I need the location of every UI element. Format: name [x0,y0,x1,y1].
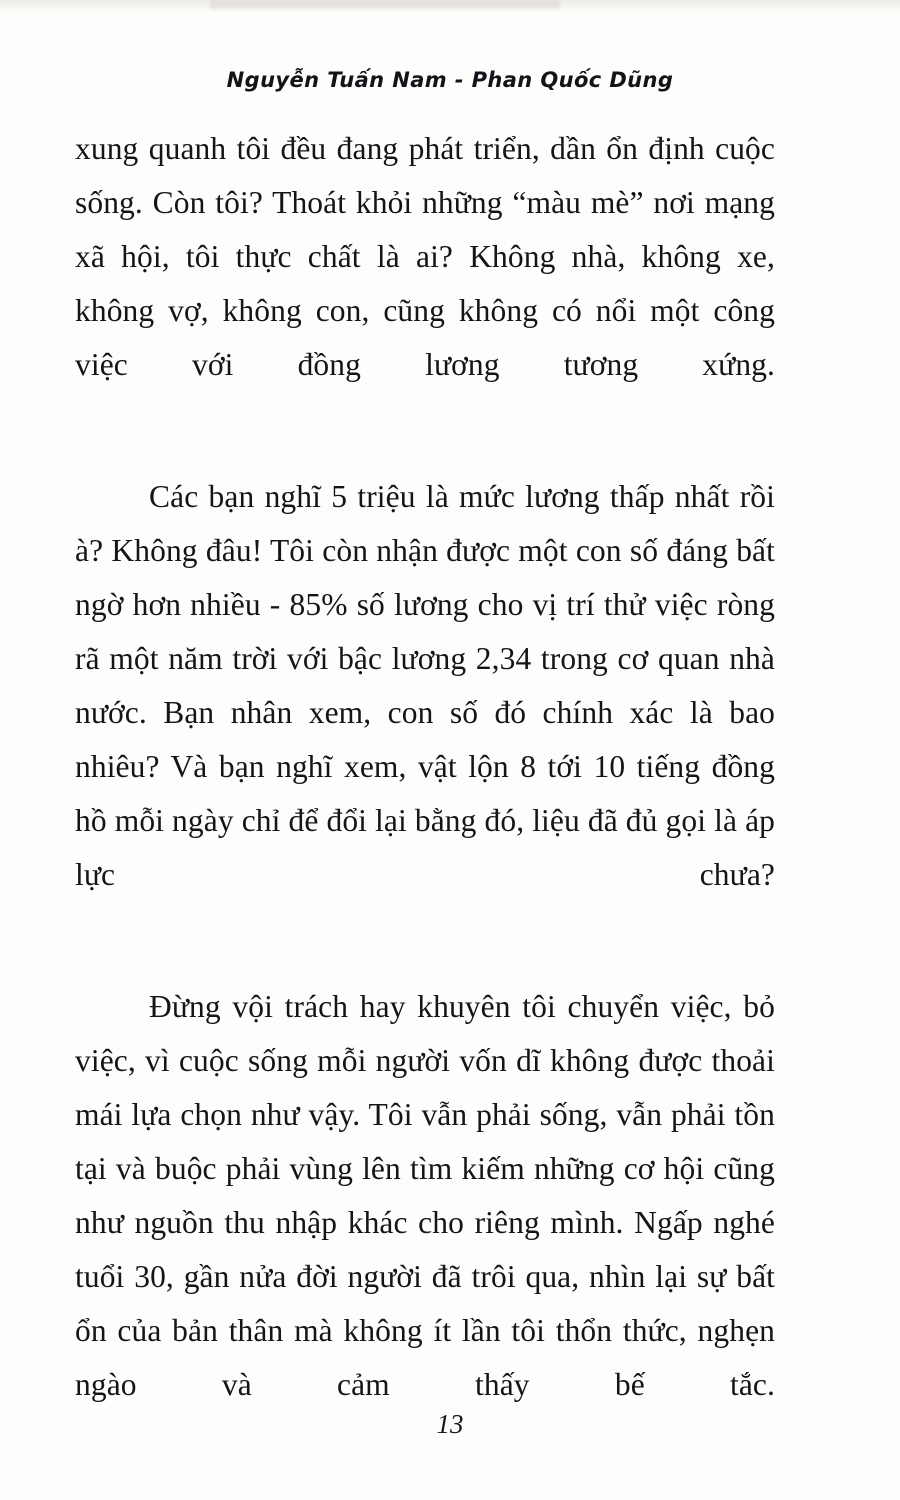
paragraph-3: Đừng vội trách hay khuyên tôi chuyển việc, bỏ việc, vì cuộc sống mỗi người vốn dĩ không được thoải mái lựa chọn như vậy. Tôi vẫn phải sống, vẫn phải tồn tại và buộc phải vùng lên tìm kiếm những cơ hội cũng như nguồn thu nhập khác cho riêng mình. Ngấp nghé tuổi 30, gần nửa đời người đã trôi qua, nhìn lại sự bất ổn của bản thân mà không ít lần tôi thổn thức, nghẹn ngào và cảm thấy bế tắc. [75,989,775,1402]
scan-smudge-artifact [210,0,560,9]
paragraph-2: Các bạn nghĩ 5 triệu là mức lương thấp nhất rồi à? Không đâu! Tôi còn nhận được một con số đáng bất ngờ hơn nhiều - 85% số lương cho vị trí thử việc ròng rã một năm trời với bậc lương 2,34 trong cơ quan nhà nước. Bạn nhân xem, con số đó chính xác là bao nhiêu? Và bạn nghĩ xem, vật lộn 8 tới 10 tiếng đồng hồ mỗi ngày chỉ để đổi lại bằng đó, liệu đã đủ gọi là áp lực chưa? [75,479,775,892]
body-text-column [75,122,775,1466]
page-number: 13 [436,1409,464,1439]
running-head: Nguyễn Tuấn Nam - Phan Quốc Dũng [226,68,674,92]
paragraph-1: xung quanh tôi đều đang phát triển, dần ổn định cuộc sống. Còn tôi? Thoát khỏi những “màu mè” nơi mạng xã hội, tôi thực chất là ai? Không nhà, không xe, không vợ, không con, cũng không có nổi một công việc với đồng lương tương xứng. [75,131,775,382]
